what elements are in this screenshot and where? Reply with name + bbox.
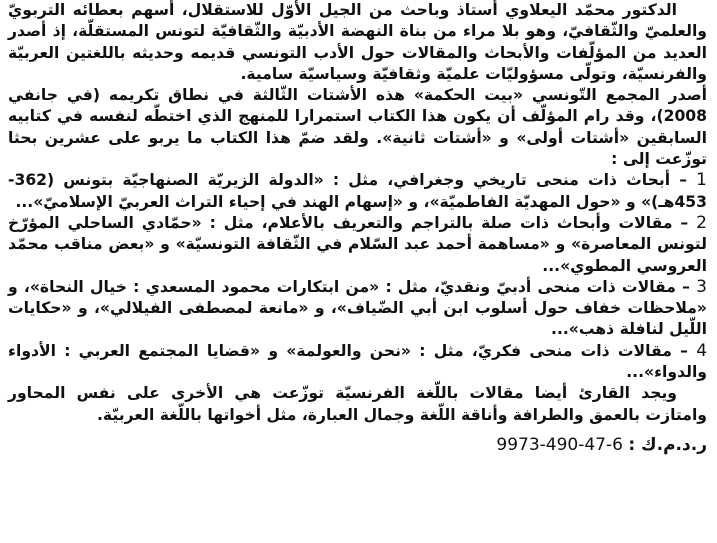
list-item-text: – مقالات ذات منحى فكريّ، مثل : «نحن والعولمة» و «قضايا المجتمع العربي : الأدواء والدواء»... bbox=[8, 341, 707, 382]
list-item bbox=[8, 341, 707, 384]
list-item-number: 2 bbox=[696, 212, 707, 233]
list-item-text: – مقالات وأبحاث ذات صلة بالتراجم والتعريف بالأعلام، مثل : «حمّادي الساحلي المؤرّخ لتونس المعاصرة» و «مساهمة أحمد عبد السّلام في الثّقافة التونسيّة» و «بعض مناقب محمّد العروسي المطوي»... bbox=[8, 213, 707, 275]
list-item-number: 4 bbox=[696, 340, 708, 361]
isbn-line bbox=[8, 435, 707, 456]
list-item bbox=[8, 170, 707, 213]
closing-paragraph: ويجد القارئ أيضا مقالات باللّغة الفرنسيّة توزّعت هي الأخرى على نفس المحاور وامتازت بالعمق والطرافة وأناقة اللّغة وجمال العبارة، مثل أخواتها باللّغة العربيّة. bbox=[8, 384, 707, 424]
intro-paragraph: الدكتور محمّد اليعلاوي أستاذ وباحث من الجيل الأوّل للاستقلال، أسهم بعطائه التربويّ والعلميّ والثّقافيّ، وهو بلا مراء من بناة النهضة الأدبيّة والثّقافيّة لتونس المستقلّة، إذ أصدر العديد من المؤلّفات والأبحاث والمقالات حول الأدب التونسي قديمه وحديثه باللغتين العربيّة والفرنسيّة، وتولّى مسؤوليّات علميّة وثقافيّة وسياسيّة سامية. bbox=[8, 1, 707, 83]
isbn-value: 9973-490-47-6 bbox=[496, 434, 623, 455]
list-item-text: – أبحاث ذات منحى تاريخي وجغرافي، مثل : «الدولة الزيريّة الصنهاجيّة بتونس (362-453هـ)» و «حول المهديّة الفاطميّة»، و «إسهام الهند في إحياء التراث العربيّ الإسلاميّ»... bbox=[8, 171, 707, 211]
list-item-text: – مقالات ذات منحى أدبيّ ونقديّ، مثل : «من ابتكارات محمود المسعدي : خيال النحاة»، و «ملاحظات خفاف حول أسلوب ابن أبي الضّياف»، و «مانعة لمصطفى الفيلالي»، و «حكايات اللّيل لنافلة ذهب»... bbox=[8, 277, 707, 339]
list-item-number: 1 bbox=[696, 170, 707, 191]
list-item bbox=[8, 213, 707, 277]
list-item bbox=[8, 277, 707, 341]
list-item-number: 3 bbox=[696, 276, 707, 297]
publication-paragraph: أصدر المجمع التّونسي «بيت الحكمة» هذه الأشتات الثّالثة في نطاق تكريمه (في جانفي 2008)، وقد رام المؤلّف أن يكون هذا الكتاب استمرارا للمنهج الذي اختطّه لنفسه في كتابيه السابقين «أشتات أولى» و «أشتات ثانية». ولقد ضمّ هذا الكتاب ما يربو على عشرين بحثا توزّعت إلى : bbox=[8, 86, 707, 169]
isbn-label: ر.د.م.ك : bbox=[628, 434, 707, 455]
